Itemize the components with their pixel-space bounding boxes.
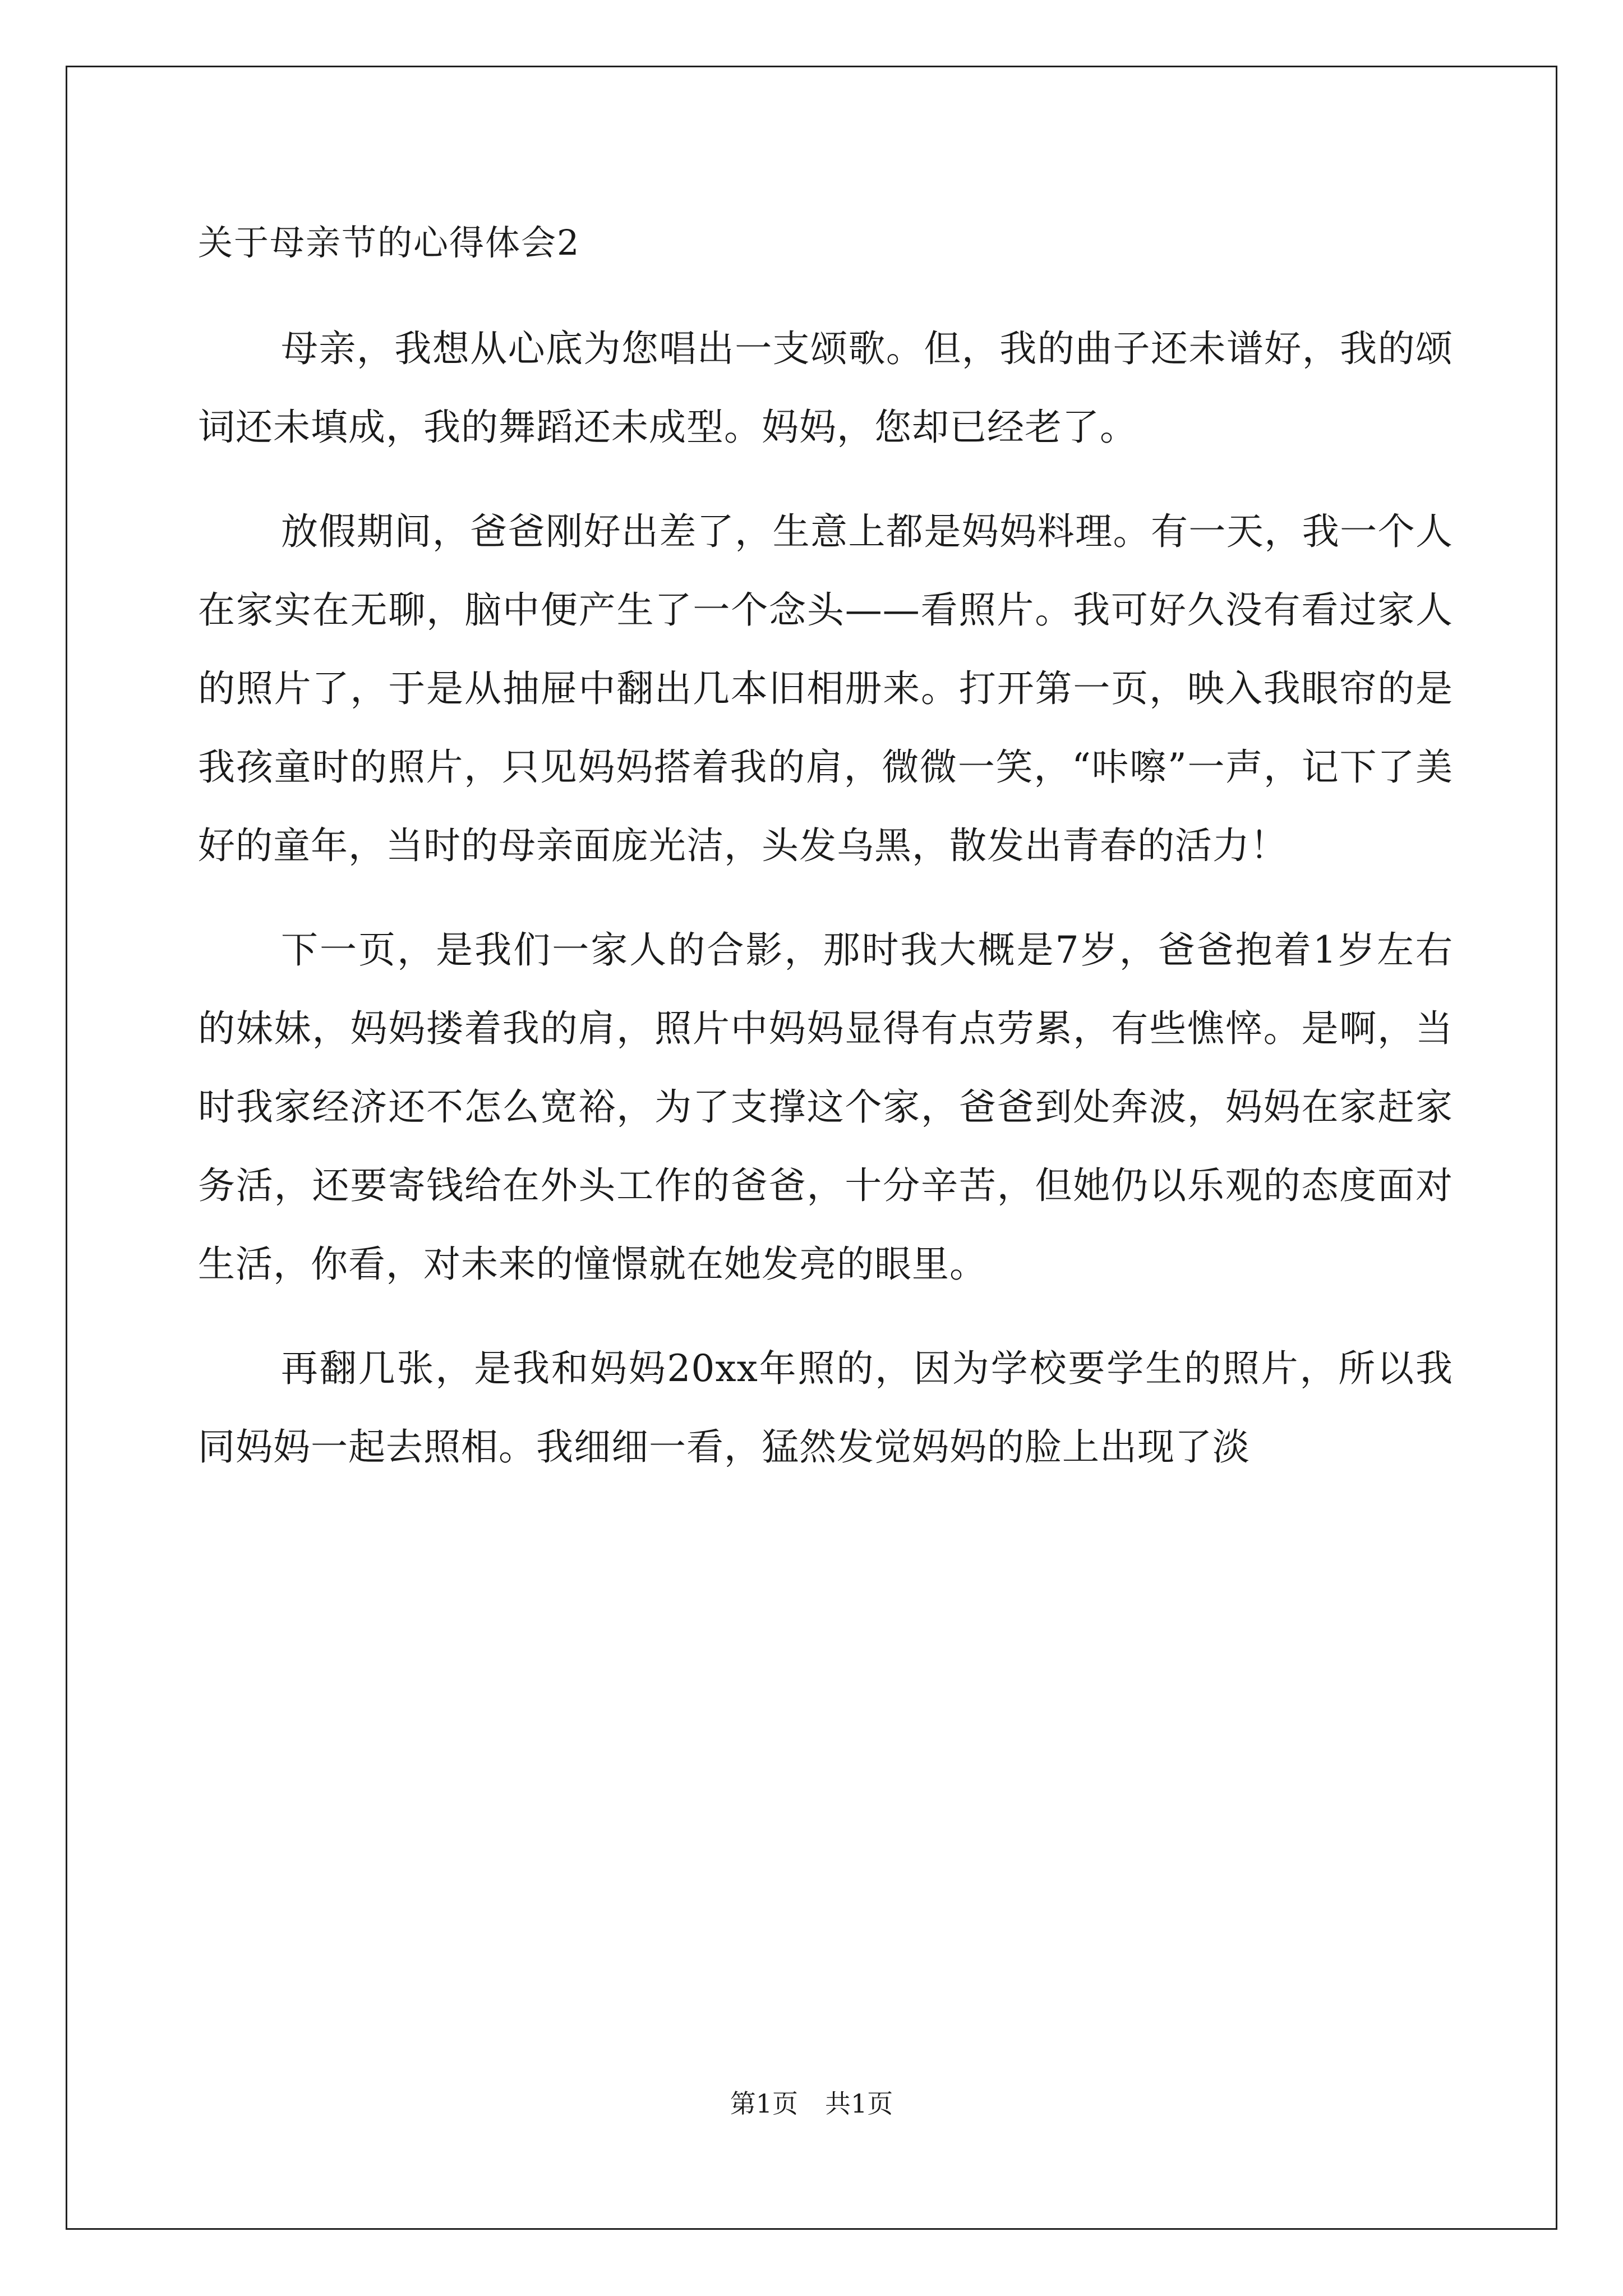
paragraph-1: 母亲，我想从心底为您唱出一支颂歌。但，我的曲子还未谱好，我的颂词还未填成，我的舞蹈还未成型。妈妈，您却已经老了。: [198, 327, 1453, 449]
document-title: 关于母亲节的心得体会2: [198, 222, 580, 263]
paragraph-4: 再翻几张，是我和妈妈20xx年照的，因为学校要学生的照片，所以我同妈妈一起去照相。我细细一看，猛然发觉妈妈的脸上出现了淡: [198, 1347, 1453, 1469]
page-number-total: 共1页: [825, 2088, 893, 2119]
document-body: [198, 223, 1453, 1487]
page-number-current: 第1页: [730, 2088, 798, 2119]
paragraph-2: 放假期间，爸爸刚好出差了，生意上都是妈妈料理。有一天，我一个人在家实在无聊，脑中便产生了一个念头——看照片。我可好久没有看过家人的照片了，于是从抽屉中翻出几本旧相册来。打开第一页，映入我眼帘的是我孩童时的照片，只见妈妈搭着我的肩，微微一笑，“咔嚓”一声，记下了美好的童年，当时的母亲面庞光洁，头发乌黑，散发出青春的活力！: [198, 510, 1453, 867]
page-footer: [0, 2088, 1623, 2119]
paragraph-3: 下一页，是我们一家人的合影，那时我大概是7岁，爸爸抱着1岁左右的妹妹，妈妈搂着我的肩，照片中妈妈显得有点劳累，有些憔悴。是啊，当时我家经济还不怎么宽裕，为了支撑这个家，爸爸到处奔波，妈妈在家赶家务活，还要寄钱给在外头工作的爸爸，十分辛苦，但她仍以乐观的态度面对生活，你看，对未来的憧憬就在她发亮的眼里。: [198, 928, 1453, 1286]
